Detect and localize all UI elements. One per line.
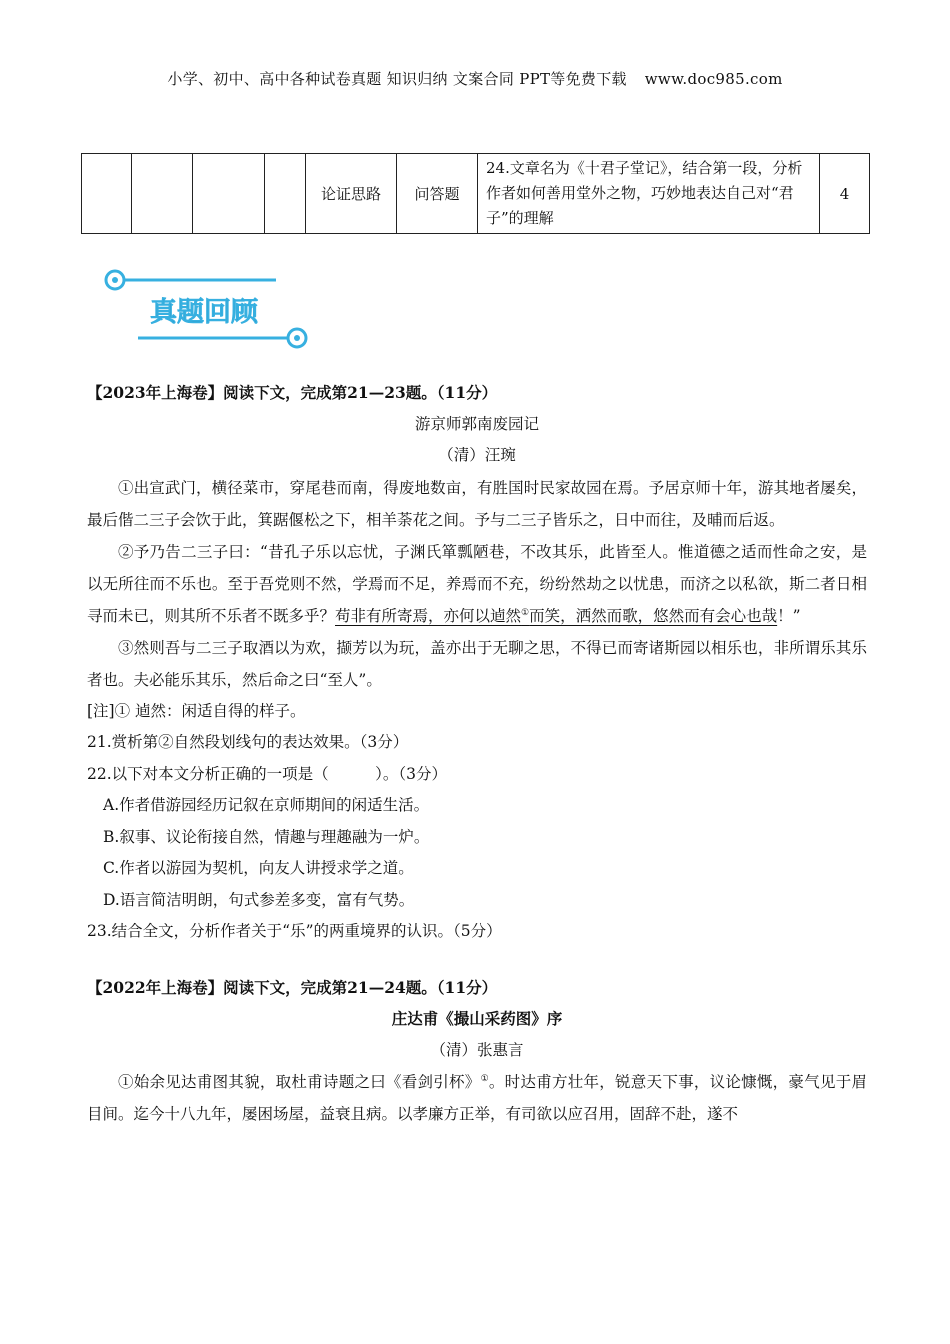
table-row [82,154,870,234]
underlined-part-2: 而笑，洒然而歌，悠然而有会心也哉 [529,606,778,625]
header-url[interactable]: www.doc985.com [644,70,783,88]
page-header [0,68,950,89]
section-2022-heading [87,972,867,1004]
badge-graphic [102,266,312,354]
paragraph-3: ③然则吾与二三子取酒以为欢，撷芳以为玩，盖亦出于无聊之思，不得已而寄诸斯园以相乐也，非所谓乐其乐者也。夫必能乐其乐，然后命之曰“至人”。 [87,638,867,689]
option-d: D.语言简洁明朗，句式参差多变，富有气势。 [103,890,415,909]
paragraph-1 [87,1066,867,1130]
article-body [87,1066,867,1130]
table-cell-empty [132,154,193,234]
content-area [87,377,867,1130]
footnote: [注]① 逌然：闲适自得的样子。 [87,701,306,720]
underlined-part-1: 苟非有所寄焉，亦何以逌然 [335,606,522,625]
paragraph-2 [87,536,867,632]
instruction: 阅读下文，完成第21—24题。（11分） [223,977,498,997]
table-cell-empty [193,154,265,234]
footnote-mark: ① [480,1073,489,1084]
underlined-sentence [335,607,777,625]
paragraph-2-end: ！” [777,606,801,625]
table-cell-empty [265,154,306,234]
article-author: （清）张惠言 [430,1040,524,1059]
option-b: B.叙事、议论衔接自然，情趣与理趣融为一炉。 [103,827,430,846]
table-cell-ability: 论证思路 [306,154,397,234]
badge-label: 真题回顾 [150,297,258,328]
section-2023-heading [87,377,867,409]
spec-table [81,153,870,234]
question-22: 22.以下对本文分析正确的一项是（ ）。（3分） [87,764,448,783]
article-title: 庄达甫《撮山采药图》序 [391,1009,563,1028]
table-cell-score: 4 [820,154,870,234]
table-cell-type: 问答题 [397,154,478,234]
paragraph-1-text: ①始余见达甫图其貌，取杜甫诗题之曰《看剑引杯》 [118,1073,481,1091]
option-c: C.作者以游园为契机，向友人讲授求学之道。 [103,859,414,877]
section-badge [102,266,312,354]
question-23: 23.结合全文，分析作者关于“乐”的两重境界的认识。（5分） [87,922,502,940]
header-text: 小学、初中、高中各种试卷真题 知识归纳 文案合同 PPT等免费下载 [167,70,627,88]
table-cell-empty [82,154,132,234]
article-author: （清）汪琬 [438,446,516,464]
table-cell-question: 24.文章名为《十君子堂记》，结合第一段，分析作者如何善用堂外之物，巧妙地表达自己对“君子”的理解 [478,154,820,234]
question-21: 21.赏析第②自然段划线句的表达效果。（3分） [87,733,409,751]
footnote-mark: ① [521,607,530,618]
source-label: 【2022年上海卷】 [87,977,224,997]
option-a: A.作者借游园经历记叙在京师期间的闲适生活。 [103,796,430,814]
paragraph-1-text-cont: 。时达甫方壮年，锐意天下事，议论慷慨，豪气见于眉目间。迄今十八九年，屡困场屋，益衰且病。以孝廉方正举，有司欲以应召用，固辞不赴，遂不 [87,1073,867,1123]
paragraph-1: ①出宣武门，横径菜市，穿尾巷而南，得废地数亩，有胜国时民家故园在焉。予居京师十年，游其地者屡矣，最后偕二三子会饮于此，箕踞偃松之下，相羊荼花之间。予与二三子皆乐之，日中而往，及晡而后返。 [87,478,867,529]
source-label: 【2023年上海卷】 [87,383,224,402]
article-body [87,472,867,696]
paragraph-2-text: ②予乃告二三子曰：“昔孔子乐以忘忧，子渊氏箪瓢陋巷，不改其乐，此皆至人。惟道德之适而性命之安，是以无所往而不乐也。至于吾党则不然，学焉而不足，养焉而不充，纷纷然劫之以忧患，而济之以私欲，斯二者日相寻而未已，则其所不乐者不既多乎？ [87,542,867,625]
spacer [87,948,867,972]
article-title: 游京师郭南废园记 [414,414,539,433]
instruction: 阅读下文，完成第21—23题。（11分） [223,383,498,402]
